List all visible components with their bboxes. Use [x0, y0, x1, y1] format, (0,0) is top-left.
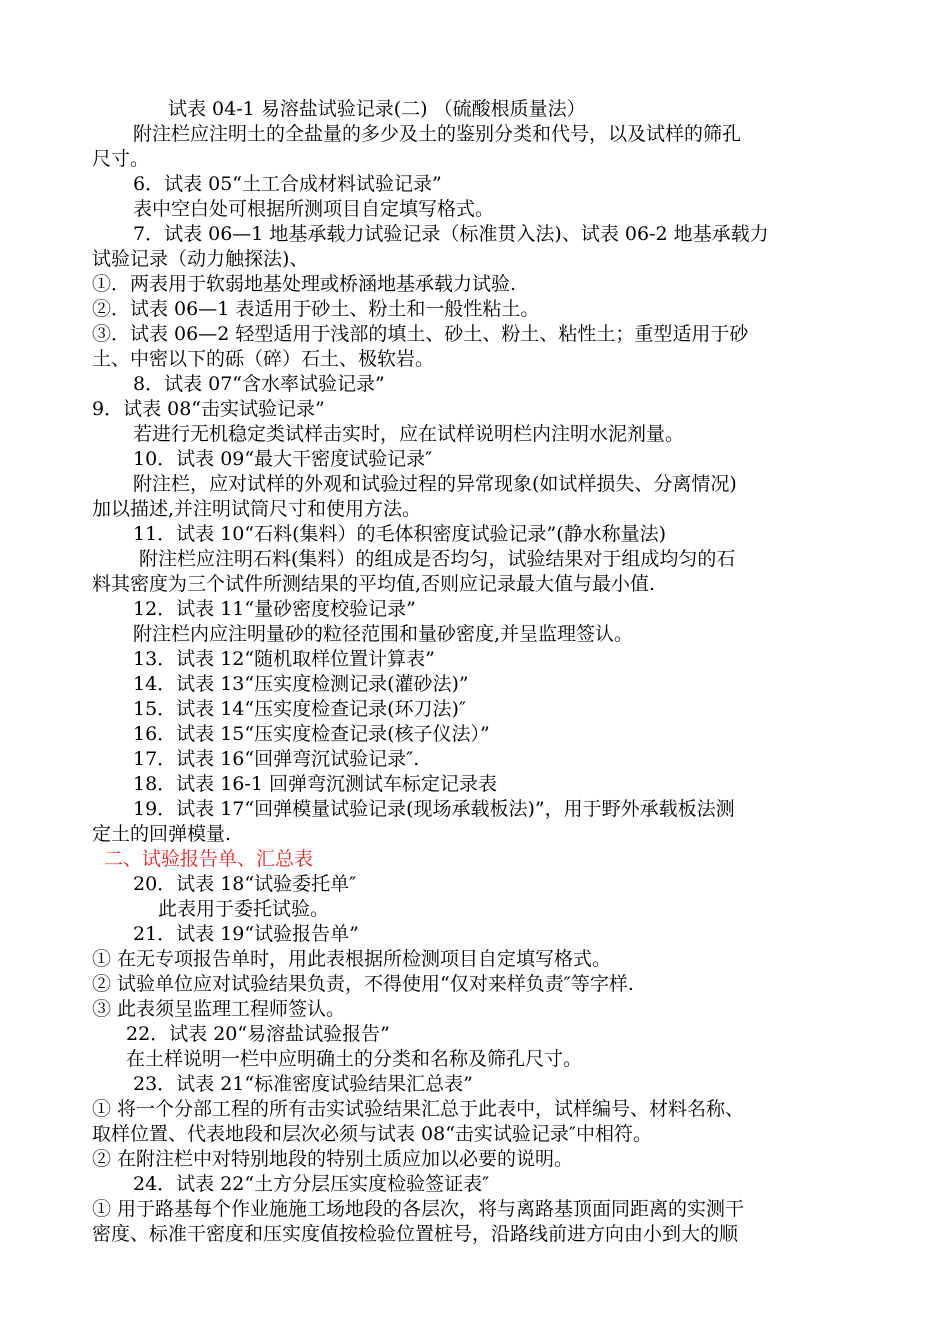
text-line: 附注栏应注明土的全盐量的多少及土的鉴别分类和代号，以及试样的筛孔 — [133, 123, 742, 145]
text-line: ② 在附注栏中对特别地段的特别土质应加以必要的说明。 — [92, 1148, 574, 1170]
text-line: 23．试表 21“标准密度试验结果汇总表” — [133, 1073, 473, 1095]
text-line: 取样位置、代表地段和层次必须与试表 08“击实试验记录″中相符。 — [92, 1123, 653, 1145]
text-line: 试表 04-1 易溶盐试验记录(二) （硫酸根质量法） — [168, 98, 586, 120]
text-line: 尺寸。 — [92, 148, 150, 170]
text-line: 若进行无机稳定类试样击实时，应在试样说明栏内注明水泥剂量。 — [133, 423, 685, 445]
text-line: 17．试表 16“回弹弯沉试验记录″. — [133, 748, 420, 770]
text-line: ② 试验单位应对试验结果负责，不得使用“仅对来样负责″等字样. — [92, 973, 634, 995]
text-line: 14．试表 13“压实度检测记录(灌砂法)” — [133, 673, 469, 695]
text-line: 在土样说明一栏中应明确土的分类和名称及筛孔尺寸。 — [126, 1048, 583, 1070]
text-line: 16．试表 15“压实度检查记录(核子仪法）” — [133, 723, 490, 745]
text-line: 此表用于委托试验。 — [158, 898, 330, 920]
text-line: ③．试表 06—2 轻型适用于浅部的填土、砂土、粉土、粘性土；重型适用于砂 — [92, 323, 749, 345]
text-line: 22．试表 20“易溶盐试验报告” — [126, 1023, 390, 1045]
text-line: 附注栏，应对试样的外观和试验过程的异常现象(如试样损失、分离情况) — [133, 473, 737, 495]
text-line: 附注栏应注明石料(集料）的组成是否均匀，试验结果对于组成均匀的石 — [139, 548, 736, 570]
text-line: ① 将一个分部工程的所有击实试验结果汇总于此表中，试样编号、材料名称、 — [92, 1098, 745, 1120]
text-line: 9．试表 08“击实试验记录” — [92, 398, 325, 420]
text-line: 21．试表 19“试验报告单” — [133, 923, 359, 945]
text-line: 13．试表 12“随机取样位置计算表” — [133, 648, 435, 670]
text-line: 土、中密以下的砾（碎）石土、极软岩。 — [92, 348, 435, 370]
text-line: 6．试表 05“土工合成材料试验记录” — [133, 173, 442, 195]
text-line: 料其密度为三个试件所测结果的平均值,否则应记录最大值与最小值. — [92, 573, 656, 595]
text-line: 15．试表 14“压实度检查记录(环刀法)″ — [133, 698, 467, 720]
section-heading: 二、试验报告单、汇总表 — [104, 848, 314, 870]
text-line: 19．试表 17“回弹模量试验记录(现场承载板法)”，用于野外承载板法测 — [133, 798, 735, 820]
text-line: 20．试表 18“试验委托单″ — [133, 873, 357, 895]
text-line: ②．试表 06—1 表适用于砂土、粉土和一般性粘土。 — [92, 298, 540, 320]
text-line: 12．试表 11“量砂密度校验记录” — [133, 598, 416, 620]
text-line: ① 用于路基每个作业施施工场地段的各层次，将与离路基顶面同距离的实测干 — [92, 1198, 745, 1220]
text-line: 试验记录（动力触探法)、 — [92, 248, 309, 270]
text-line: 7．试表 06—1 地基承载力试验记录（标准贯入法)、试表 06-2 地基承载力 — [133, 223, 769, 245]
text-line: 加以描述,并注明试筒尺寸和使用方法。 — [92, 498, 422, 520]
text-line: 10．试表 09“最大干密度试验记录″ — [133, 448, 433, 470]
text-line: 定土的回弹模量. — [92, 823, 232, 845]
text-line: ①．两表用于软弱地基处理或桥涵地基承载力试验. — [92, 273, 517, 295]
text-line: 密度、标准干密度和压实度值按检验位置桩号，沿路线前进方向由小到大的顺 — [92, 1223, 739, 1245]
text-line: 表中空白处可根据所测项目自定填写格式。 — [133, 198, 495, 220]
text-line: 8．试表 07“含水率试验记录” — [133, 373, 385, 395]
text-line: 附注栏内应注明量砂的粒径范围和量砂密度,并呈监理签认。 — [133, 623, 634, 645]
text-line: 24．试表 22“土方分层压实度检验签证表″ — [133, 1173, 490, 1195]
text-line: ① 在无专项报告单时，用此表根据所检测项目自定填写格式。 — [92, 948, 612, 970]
text-line: ③ 此表须呈监理工程师签认。 — [92, 998, 346, 1020]
text-line: 11．试表 10“石料(集料）的毛体积密度试验记录”(静水称量法) — [133, 523, 667, 545]
text-line: 18．试表 16-1 回弹弯沉测试车标定记录表 — [133, 773, 497, 795]
